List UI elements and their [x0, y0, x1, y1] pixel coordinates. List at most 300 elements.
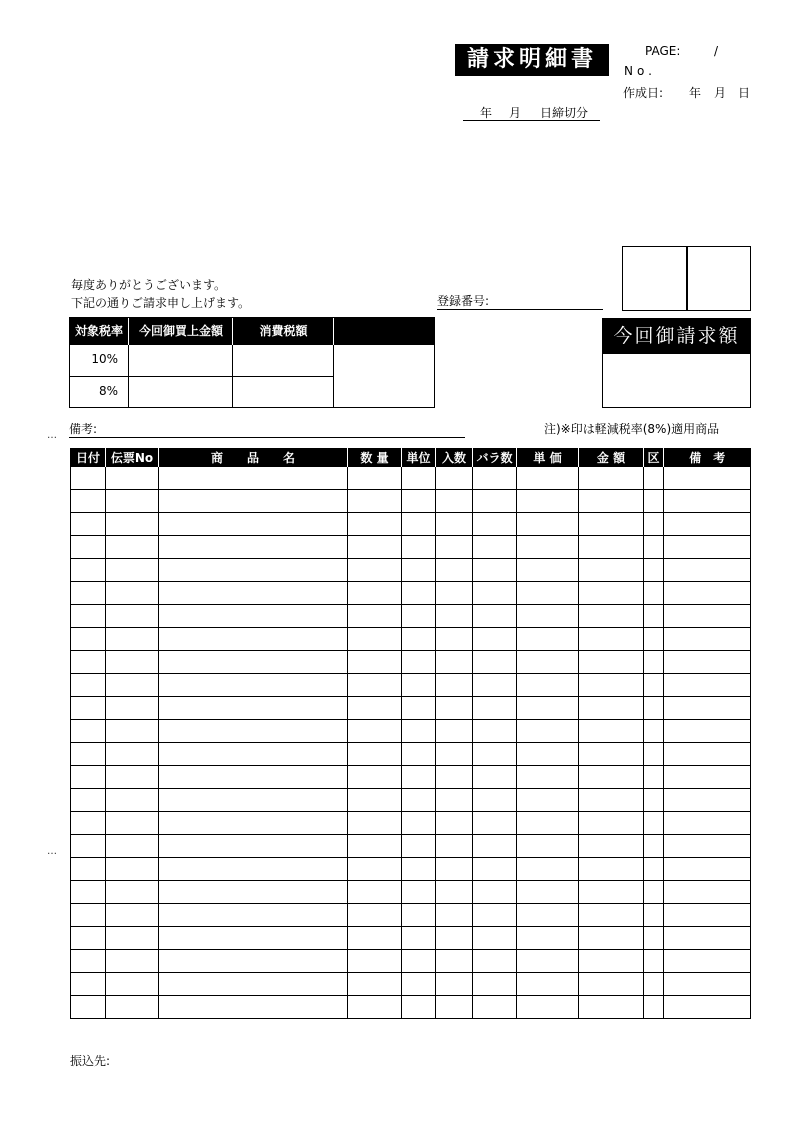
- table-cell[interactable]: [402, 628, 436, 651]
- table-cell[interactable]: [644, 743, 664, 766]
- table-cell[interactable]: [402, 674, 436, 697]
- table-cell[interactable]: [644, 950, 664, 973]
- table-cell[interactable]: [402, 881, 436, 904]
- table-cell[interactable]: [106, 812, 159, 835]
- table-row: [71, 904, 751, 927]
- table-cell[interactable]: [579, 973, 644, 996]
- table-cell[interactable]: [436, 904, 473, 927]
- table-cell[interactable]: [436, 582, 473, 605]
- table-cell[interactable]: [159, 881, 348, 904]
- table-cell[interactable]: [579, 927, 644, 950]
- table-cell[interactable]: [664, 490, 751, 513]
- table-cell[interactable]: [159, 559, 348, 582]
- table-cell[interactable]: [436, 812, 473, 835]
- table-cell[interactable]: [517, 490, 579, 513]
- table-cell[interactable]: [644, 582, 664, 605]
- table-cell[interactable]: [517, 812, 579, 835]
- rate-8-label: 8%: [70, 377, 129, 407]
- table-cell[interactable]: [348, 743, 402, 766]
- billing-amount-label: 今回御請求額: [602, 318, 751, 354]
- table-row: [71, 582, 751, 605]
- table-cell[interactable]: [106, 674, 159, 697]
- table-cell[interactable]: [71, 743, 106, 766]
- table-cell[interactable]: [348, 720, 402, 743]
- table-cell[interactable]: [71, 996, 106, 1019]
- table-cell[interactable]: [436, 996, 473, 1019]
- table-cell[interactable]: [579, 904, 644, 927]
- table-cell[interactable]: [644, 697, 664, 720]
- table-cell[interactable]: [106, 582, 159, 605]
- table-cell[interactable]: [106, 881, 159, 904]
- table-cell[interactable]: [348, 904, 402, 927]
- table-cell[interactable]: [473, 835, 517, 858]
- table-cell[interactable]: [517, 582, 579, 605]
- table-cell[interactable]: [517, 927, 579, 950]
- table-row: [71, 513, 751, 536]
- table-cell[interactable]: [664, 743, 751, 766]
- table-cell[interactable]: [348, 467, 402, 490]
- table-cell[interactable]: [71, 904, 106, 927]
- table-cell[interactable]: [579, 835, 644, 858]
- table-cell[interactable]: [644, 628, 664, 651]
- table-cell[interactable]: [517, 996, 579, 1019]
- table-cell[interactable]: [579, 582, 644, 605]
- table-cell[interactable]: [348, 950, 402, 973]
- table-cell[interactable]: [579, 720, 644, 743]
- table-cell[interactable]: [579, 513, 644, 536]
- closing-day-label: 日締切分: [540, 106, 589, 120]
- table-cell[interactable]: [579, 950, 644, 973]
- table-cell[interactable]: [348, 674, 402, 697]
- table-cell[interactable]: [473, 536, 517, 559]
- table-cell[interactable]: [71, 973, 106, 996]
- table-cell[interactable]: [71, 467, 106, 490]
- table-cell[interactable]: [402, 651, 436, 674]
- table-cell[interactable]: [348, 996, 402, 1019]
- table-cell[interactable]: [473, 950, 517, 973]
- table-cell[interactable]: [517, 904, 579, 927]
- table-cell[interactable]: [436, 789, 473, 812]
- table-cell[interactable]: [664, 605, 751, 628]
- table-cell[interactable]: [644, 467, 664, 490]
- table-cell[interactable]: [579, 490, 644, 513]
- table-cell[interactable]: [473, 766, 517, 789]
- table-cell[interactable]: [517, 950, 579, 973]
- table-row: [71, 996, 751, 1019]
- table-cell[interactable]: [106, 536, 159, 559]
- table-cell[interactable]: [579, 697, 644, 720]
- table-cell[interactable]: [159, 467, 348, 490]
- table-cell[interactable]: [517, 651, 579, 674]
- page-separator: /: [714, 44, 719, 58]
- table-cell[interactable]: [159, 582, 348, 605]
- table-cell[interactable]: [159, 490, 348, 513]
- table-cell[interactable]: [402, 536, 436, 559]
- table-cell[interactable]: [402, 743, 436, 766]
- col-header-slip-no: 伝票No: [106, 448, 159, 467]
- table-cell[interactable]: [664, 881, 751, 904]
- table-cell[interactable]: [579, 674, 644, 697]
- table-cell[interactable]: [517, 628, 579, 651]
- table-cell[interactable]: [348, 766, 402, 789]
- table-cell[interactable]: [402, 766, 436, 789]
- table-cell[interactable]: [517, 835, 579, 858]
- table-cell[interactable]: [579, 743, 644, 766]
- table-cell[interactable]: [644, 490, 664, 513]
- table-cell[interactable]: [436, 950, 473, 973]
- table-cell[interactable]: [473, 582, 517, 605]
- table-cell[interactable]: [517, 743, 579, 766]
- table-cell[interactable]: [664, 536, 751, 559]
- table-cell[interactable]: [436, 720, 473, 743]
- table-cell[interactable]: [664, 582, 751, 605]
- table-cell[interactable]: [159, 950, 348, 973]
- created-day-label: 日: [738, 86, 751, 100]
- table-cell[interactable]: [71, 651, 106, 674]
- table-cell[interactable]: [579, 559, 644, 582]
- table-cell[interactable]: [473, 513, 517, 536]
- table-cell[interactable]: [644, 766, 664, 789]
- table-cell[interactable]: [644, 789, 664, 812]
- table-cell[interactable]: [517, 697, 579, 720]
- table-cell[interactable]: [71, 490, 106, 513]
- table-cell[interactable]: [348, 536, 402, 559]
- table-cell[interactable]: [71, 950, 106, 973]
- table-cell[interactable]: [517, 973, 579, 996]
- table-cell[interactable]: [644, 858, 664, 881]
- table-cell[interactable]: [348, 582, 402, 605]
- table-cell[interactable]: [436, 559, 473, 582]
- table-cell[interactable]: [644, 927, 664, 950]
- table-cell[interactable]: [402, 582, 436, 605]
- table-cell[interactable]: [159, 835, 348, 858]
- table-row: [71, 835, 751, 858]
- table-cell[interactable]: [436, 467, 473, 490]
- table-cell[interactable]: [579, 812, 644, 835]
- table-cell[interactable]: [71, 582, 106, 605]
- table-cell[interactable]: [159, 628, 348, 651]
- table-cell[interactable]: [473, 789, 517, 812]
- table-cell[interactable]: [402, 858, 436, 881]
- table-cell[interactable]: [644, 881, 664, 904]
- closing-year-label: 年: [480, 106, 493, 120]
- table-cell[interactable]: [106, 904, 159, 927]
- registration-field: [437, 292, 603, 310]
- table-cell[interactable]: [436, 490, 473, 513]
- table-cell[interactable]: [71, 766, 106, 789]
- greeting-line-2: 下記の通りご請求申し上げます。: [71, 296, 251, 310]
- table-cell[interactable]: [71, 605, 106, 628]
- table-cell[interactable]: [402, 996, 436, 1019]
- table-row: [71, 858, 751, 881]
- closing-month-label: 月: [509, 106, 522, 120]
- table-cell[interactable]: [106, 927, 159, 950]
- table-cell[interactable]: [664, 513, 751, 536]
- table-cell[interactable]: [402, 835, 436, 858]
- stamp-box-1: [622, 246, 687, 311]
- table-cell[interactable]: [473, 674, 517, 697]
- table-cell[interactable]: [579, 766, 644, 789]
- table-cell[interactable]: [644, 835, 664, 858]
- table-row: [71, 743, 751, 766]
- table-cell[interactable]: [473, 743, 517, 766]
- table-cell[interactable]: [106, 973, 159, 996]
- table-cell[interactable]: [106, 950, 159, 973]
- table-cell[interactable]: [473, 720, 517, 743]
- table-cell[interactable]: [664, 950, 751, 973]
- table-cell[interactable]: [664, 559, 751, 582]
- table-cell[interactable]: [473, 651, 517, 674]
- table-cell[interactable]: [402, 950, 436, 973]
- table-cell[interactable]: [579, 789, 644, 812]
- table-cell[interactable]: [579, 858, 644, 881]
- table-cell[interactable]: [473, 559, 517, 582]
- table-cell[interactable]: [348, 927, 402, 950]
- table-cell[interactable]: [517, 559, 579, 582]
- table-cell[interactable]: [71, 536, 106, 559]
- table-cell[interactable]: [436, 513, 473, 536]
- table-cell[interactable]: [71, 812, 106, 835]
- table-cell[interactable]: [436, 651, 473, 674]
- table-cell[interactable]: [436, 536, 473, 559]
- table-cell[interactable]: [644, 720, 664, 743]
- table-cell[interactable]: [402, 927, 436, 950]
- table-cell[interactable]: [71, 628, 106, 651]
- table-cell[interactable]: [579, 536, 644, 559]
- table-cell[interactable]: [436, 674, 473, 697]
- table-cell[interactable]: [159, 973, 348, 996]
- table-cell[interactable]: [71, 858, 106, 881]
- table-cell[interactable]: [402, 490, 436, 513]
- table-cell[interactable]: [436, 858, 473, 881]
- table-cell[interactable]: [159, 743, 348, 766]
- table-cell[interactable]: [644, 996, 664, 1019]
- table-cell[interactable]: [348, 559, 402, 582]
- table-cell[interactable]: [71, 697, 106, 720]
- table-cell[interactable]: [71, 927, 106, 950]
- table-cell[interactable]: [473, 628, 517, 651]
- table-cell[interactable]: [436, 881, 473, 904]
- table-cell[interactable]: [106, 858, 159, 881]
- table-cell[interactable]: [664, 628, 751, 651]
- table-cell[interactable]: [436, 927, 473, 950]
- table-cell[interactable]: [436, 973, 473, 996]
- table-cell[interactable]: [436, 743, 473, 766]
- table-cell[interactable]: [664, 467, 751, 490]
- table-cell[interactable]: [579, 651, 644, 674]
- table-cell[interactable]: [348, 835, 402, 858]
- table-cell[interactable]: [579, 628, 644, 651]
- table-cell[interactable]: [664, 674, 751, 697]
- table-cell[interactable]: [517, 605, 579, 628]
- table-cell[interactable]: [348, 858, 402, 881]
- table-cell[interactable]: [644, 513, 664, 536]
- table-cell[interactable]: [159, 697, 348, 720]
- table-cell[interactable]: [348, 490, 402, 513]
- table-cell[interactable]: [159, 651, 348, 674]
- table-cell[interactable]: [473, 812, 517, 835]
- table-row: [71, 490, 751, 513]
- table-cell[interactable]: [106, 996, 159, 1019]
- table-row: [71, 789, 751, 812]
- table-cell[interactable]: [664, 812, 751, 835]
- table-row: [71, 651, 751, 674]
- table-cell[interactable]: [348, 651, 402, 674]
- table-cell[interactable]: [402, 467, 436, 490]
- page-label: PAGE:: [645, 44, 681, 58]
- table-cell[interactable]: [517, 467, 579, 490]
- table-cell[interactable]: [644, 812, 664, 835]
- table-cell[interactable]: [664, 835, 751, 858]
- table-cell[interactable]: [159, 789, 348, 812]
- table-cell[interactable]: [644, 559, 664, 582]
- table-cell[interactable]: [402, 789, 436, 812]
- table-cell[interactable]: [402, 720, 436, 743]
- table-cell[interactable]: [106, 605, 159, 628]
- table-cell[interactable]: [71, 720, 106, 743]
- table-cell[interactable]: [106, 628, 159, 651]
- table-cell[interactable]: [473, 996, 517, 1019]
- table-cell[interactable]: [436, 628, 473, 651]
- table-cell[interactable]: [159, 536, 348, 559]
- table-cell[interactable]: [664, 789, 751, 812]
- table-cell[interactable]: [436, 766, 473, 789]
- table-cell[interactable]: [402, 559, 436, 582]
- table-cell[interactable]: [473, 605, 517, 628]
- table-cell[interactable]: [473, 927, 517, 950]
- rate-10-tax-cell: [233, 345, 334, 377]
- table-cell[interactable]: [579, 996, 644, 1019]
- rate-10-label: 10%: [70, 345, 129, 377]
- table-cell[interactable]: [71, 789, 106, 812]
- table-cell[interactable]: [106, 559, 159, 582]
- table-cell[interactable]: [664, 697, 751, 720]
- table-cell[interactable]: [106, 513, 159, 536]
- table-cell[interactable]: [348, 697, 402, 720]
- table-cell[interactable]: [644, 536, 664, 559]
- table-cell[interactable]: [159, 927, 348, 950]
- table-cell[interactable]: [402, 513, 436, 536]
- table-cell[interactable]: [579, 881, 644, 904]
- table-cell[interactable]: [106, 467, 159, 490]
- rate-header-tax: 消費税額: [232, 318, 334, 345]
- table-cell[interactable]: [664, 766, 751, 789]
- table-cell[interactable]: [71, 881, 106, 904]
- table-cell[interactable]: [402, 812, 436, 835]
- table-cell[interactable]: [517, 789, 579, 812]
- table-cell[interactable]: [579, 467, 644, 490]
- table-cell[interactable]: [473, 858, 517, 881]
- table-cell[interactable]: [473, 490, 517, 513]
- table-cell[interactable]: [106, 789, 159, 812]
- items-header-row: [71, 448, 751, 467]
- table-cell[interactable]: [664, 858, 751, 881]
- table-cell[interactable]: [402, 697, 436, 720]
- table-cell[interactable]: [517, 720, 579, 743]
- table-cell[interactable]: [473, 881, 517, 904]
- table-cell[interactable]: [106, 766, 159, 789]
- table-cell[interactable]: [402, 605, 436, 628]
- table-cell[interactable]: [106, 651, 159, 674]
- table-cell[interactable]: [517, 674, 579, 697]
- col-header-date: 日付: [71, 448, 106, 467]
- table-cell[interactable]: [71, 513, 106, 536]
- table-cell[interactable]: [517, 858, 579, 881]
- col-header-loose-qty: バラ数: [473, 448, 517, 467]
- table-cell[interactable]: [664, 904, 751, 927]
- number-label: No.: [624, 64, 656, 78]
- table-cell[interactable]: [436, 605, 473, 628]
- table-cell[interactable]: [436, 697, 473, 720]
- table-cell[interactable]: [517, 766, 579, 789]
- table-cell[interactable]: [348, 605, 402, 628]
- table-cell[interactable]: [159, 605, 348, 628]
- table-cell[interactable]: [71, 674, 106, 697]
- table-cell[interactable]: [159, 674, 348, 697]
- table-cell[interactable]: [473, 973, 517, 996]
- table-cell[interactable]: [106, 697, 159, 720]
- table-cell[interactable]: [473, 467, 517, 490]
- col-header-category: 区: [644, 448, 664, 467]
- table-cell[interactable]: [106, 490, 159, 513]
- table-cell[interactable]: [159, 812, 348, 835]
- table-cell[interactable]: [106, 835, 159, 858]
- table-cell[interactable]: [664, 720, 751, 743]
- table-cell[interactable]: [159, 766, 348, 789]
- table-cell[interactable]: [664, 651, 751, 674]
- table-cell[interactable]: [664, 996, 751, 1019]
- table-cell[interactable]: [517, 536, 579, 559]
- table-cell[interactable]: [664, 973, 751, 996]
- table-cell[interactable]: [106, 720, 159, 743]
- table-cell[interactable]: [71, 559, 106, 582]
- table-cell[interactable]: [159, 996, 348, 1019]
- table-cell[interactable]: [348, 789, 402, 812]
- table-cell[interactable]: [348, 628, 402, 651]
- registration-label: 登録番号:: [437, 294, 490, 308]
- table-cell[interactable]: [644, 973, 664, 996]
- table-cell[interactable]: [159, 904, 348, 927]
- table-cell[interactable]: [664, 927, 751, 950]
- table-cell[interactable]: [644, 605, 664, 628]
- table-cell[interactable]: [579, 605, 644, 628]
- table-cell[interactable]: [159, 720, 348, 743]
- table-cell[interactable]: [402, 904, 436, 927]
- table-cell[interactable]: [517, 513, 579, 536]
- col-header-remarks: 備 考: [664, 448, 751, 467]
- table-cell[interactable]: [473, 904, 517, 927]
- table-cell[interactable]: [106, 743, 159, 766]
- table-cell[interactable]: [348, 973, 402, 996]
- table-cell[interactable]: [644, 674, 664, 697]
- table-cell[interactable]: [159, 858, 348, 881]
- table-cell[interactable]: [348, 812, 402, 835]
- table-cell[interactable]: [517, 881, 579, 904]
- table-cell[interactable]: [348, 881, 402, 904]
- table-cell[interactable]: [644, 904, 664, 927]
- table-cell[interactable]: [644, 651, 664, 674]
- table-cell[interactable]: [348, 513, 402, 536]
- table-cell[interactable]: [402, 973, 436, 996]
- col-header-quantity: 数 量: [348, 448, 402, 467]
- table-cell[interactable]: [71, 835, 106, 858]
- table-cell[interactable]: [473, 697, 517, 720]
- table-row: [71, 812, 751, 835]
- table-row: [71, 766, 751, 789]
- table-cell[interactable]: [436, 835, 473, 858]
- transfer-label: 振込先:: [70, 1054, 111, 1068]
- table-cell[interactable]: [159, 513, 348, 536]
